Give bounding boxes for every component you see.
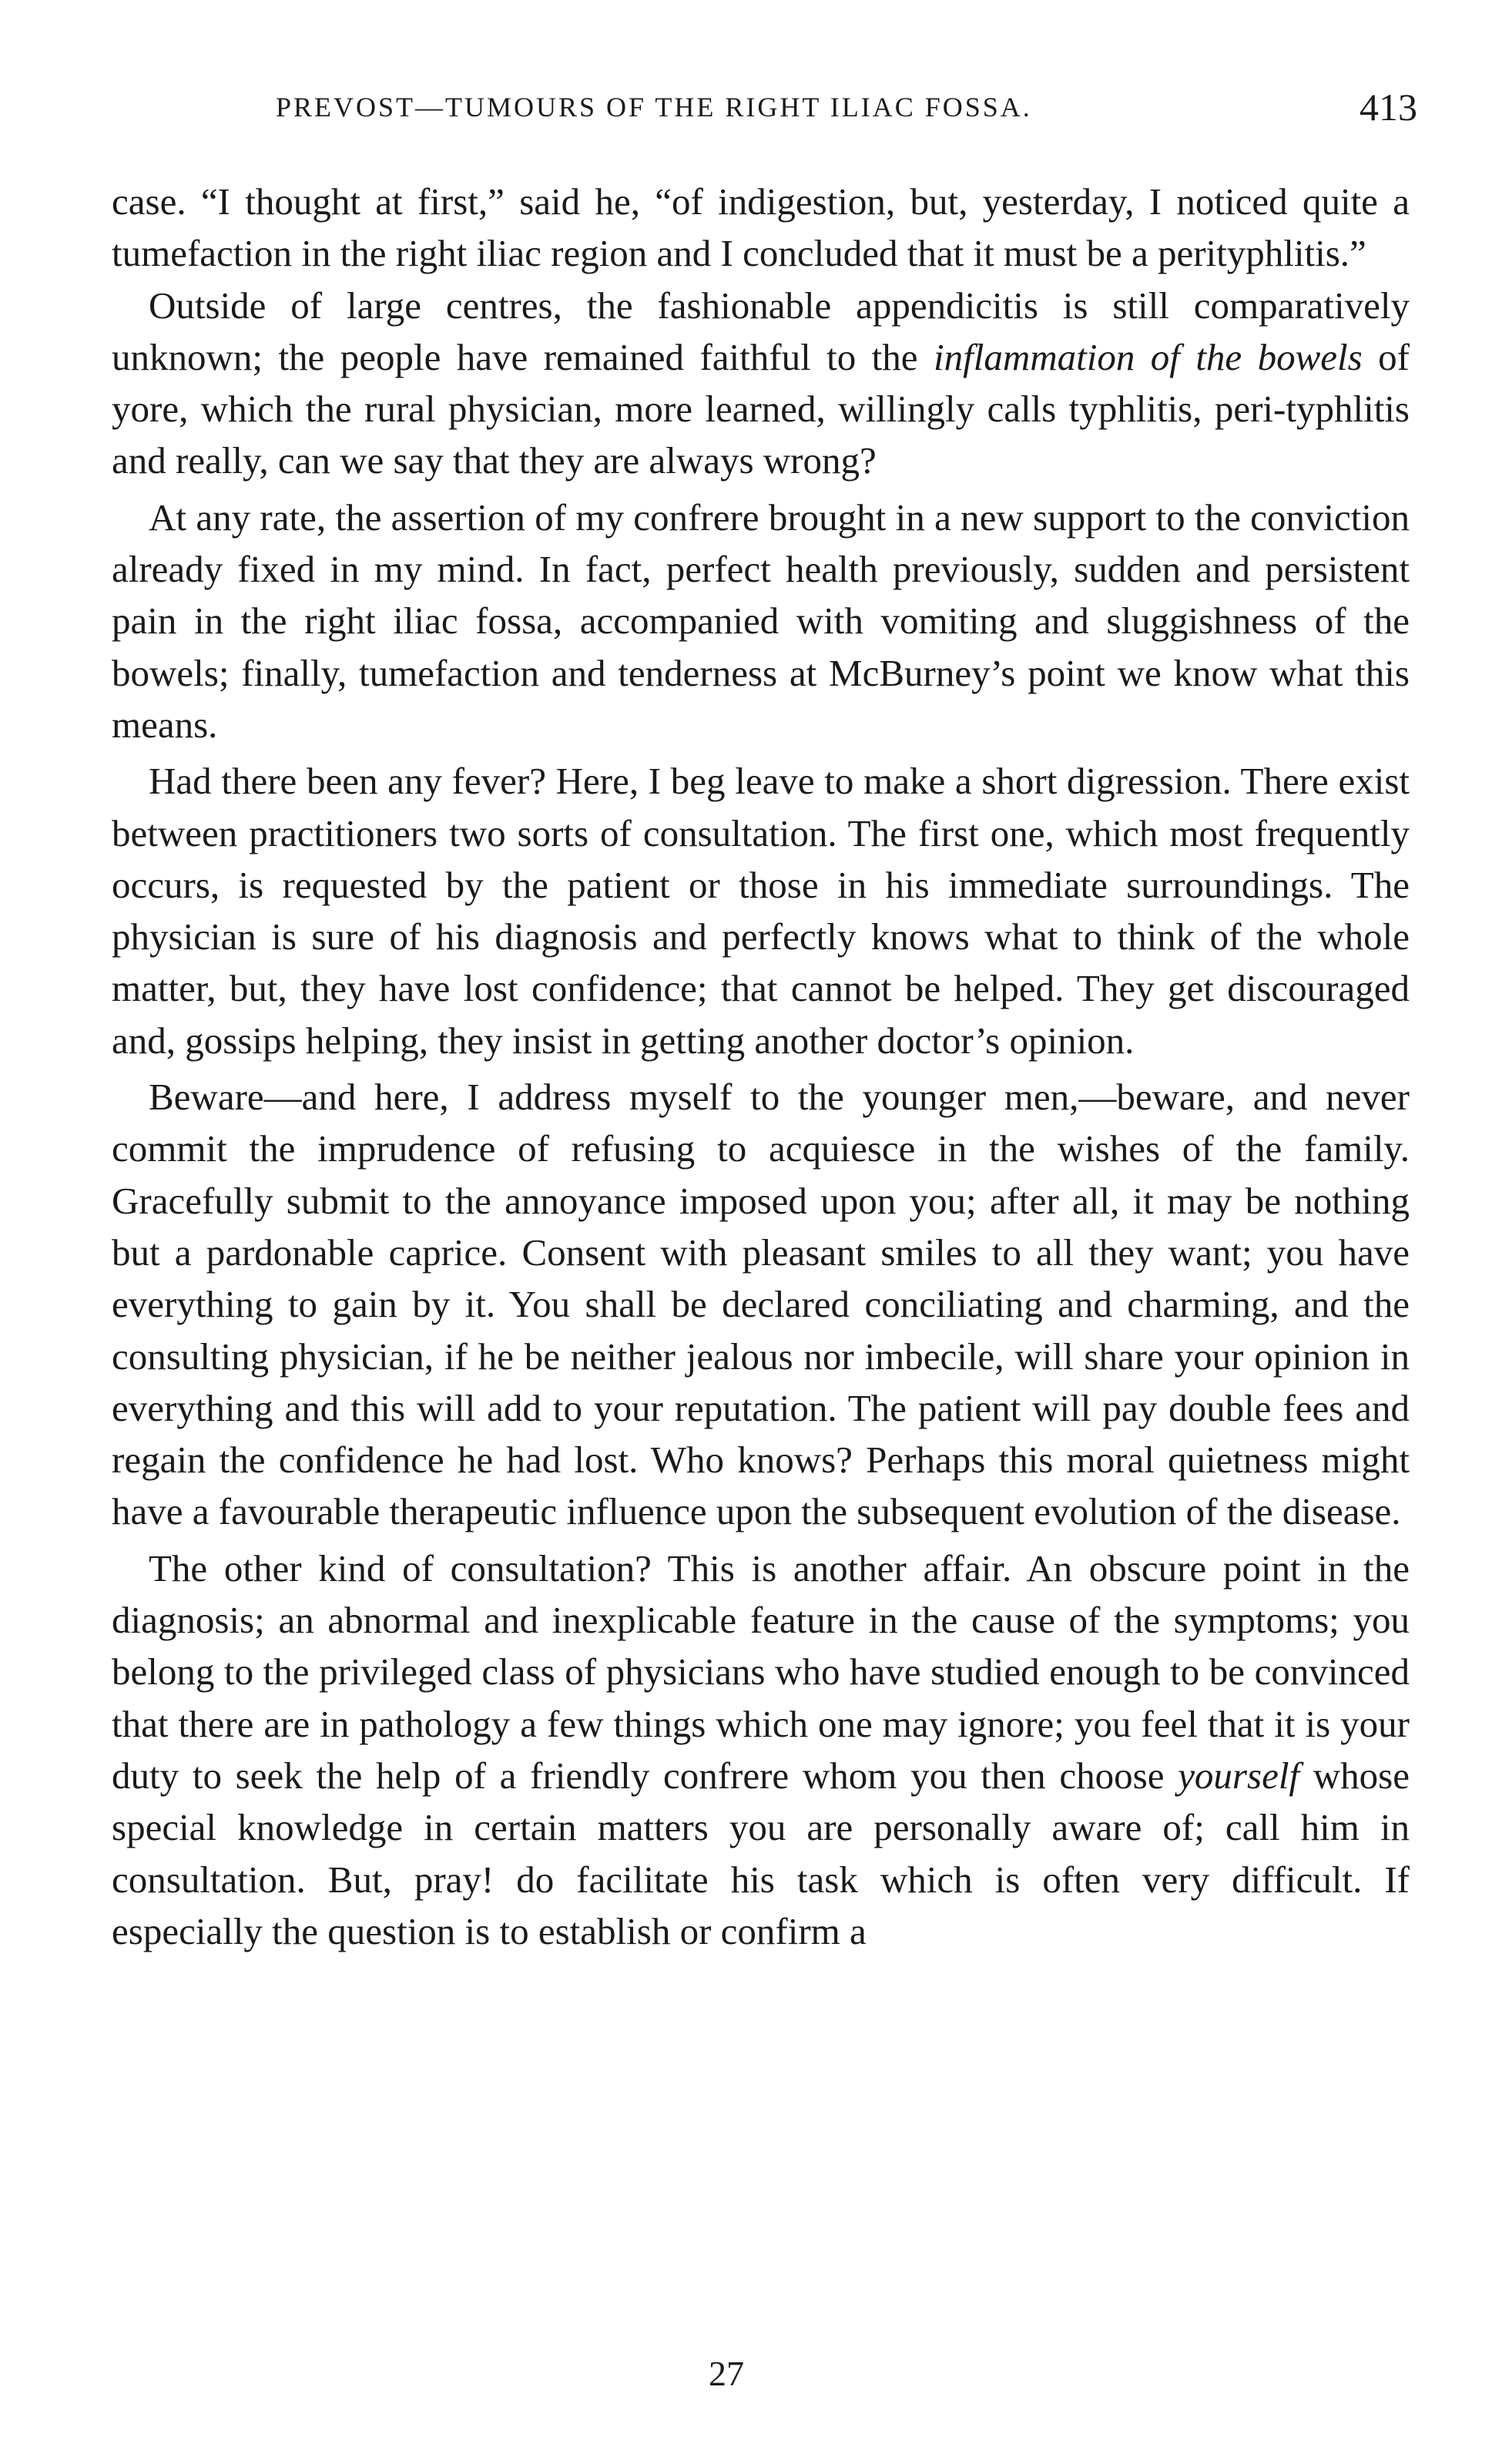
running-title: PREVOST—TUMOURS OF THE RIGHT ILIAC FOSSA. <box>276 92 1032 123</box>
running-head <box>116 86 1417 137</box>
paragraph-4: Had there been any fever? Here, I beg leave to make a short digression. There exist between practitioners two sorts of consultation. The first one, which most frequently occurs, is requested by the patient or those in his immediate surroundings. The physician is sure of his diagnosis and perfectly knows what to think of the whole matter, but, they have lost confidence; that cannot be helped. They get discouraged and, gossips helping, they insist in getting another doctor’s opinion. <box>112 760 1410 1062</box>
paragraph-2-text-b: of yore, which the rural physician, more learned, willingly calls typhlitis, peri-typhlitis and really, can we say that they are always wrong? <box>112 335 1410 482</box>
paragraph-6 <box>112 1543 1410 1957</box>
paragraph-3: At any rate, the assertion of my confrere brought in a new support to the conviction already fixed in my mind. In fact, perfect health previously, sudden and persistent pain in the right iliac fossa, accompanied with vomiting and sluggishness of the bowels; finally, tumefaction and tenderness at McBurney’s point we know what this means. <box>112 495 1410 746</box>
paragraph-5: Beware—and here, I address myself to the younger men,—beware, and never commit the imprudence of refusing to acquiesce in the wishes of the family. Gracefully submit to the annoyance imposed upon you; after all, it may be nothing but a pardonable caprice. Consent with pleasant smiles to all they want; you have everything to gain by it. You shall be declared conciliating and charming, and the consulting physician, if he be neither jealous nor imbecile, will share your opinion in everything and this will add to your reputation. The patient will pay double fees and regain the confidence he had lost. Who knows? Perhaps this moral quietness might have a favourable therapeutic influence upon the subsequent evolution of the disease. <box>112 1076 1410 1533</box>
signature-mark: 27 <box>709 2354 744 2393</box>
paragraph-2-italic-phrase: inflammation of the bowels <box>933 335 1363 378</box>
paragraph-2 <box>112 280 1410 487</box>
body-text <box>112 176 1410 1957</box>
paragraph-6-italic-word: yourself <box>1178 1754 1300 1797</box>
page-number: 413 <box>1360 86 1417 129</box>
paragraph-6-text-a: The other kind of consultation? This is another affair. An obscure point in the diagnosis; an abnormal and inexplicable feature in the cause of the symptoms; you belong to the privileged class of physicians who have studied enough to be convinced that there are in pathology a few things which one may ignore; you feel that it is your duty to seek the help of a friendly confrere whom you then choose <box>112 1546 1410 1797</box>
paragraph-6-text-b: whose special knowledge in certain matters you are personally aware of; call him in consultation. But, pray! do facilitate his task which is often very difficult. If especially the question is to establish or confirm a <box>112 1754 1410 1952</box>
paragraph-1: case. “I thought at first,” said he, “of indigestion, but, yesterday, I noticed quite a tumefaction in the right iliac region and I concluded that it must be a perityphlitis.” <box>112 180 1410 275</box>
paragraph-2-text-a: Outside of large centres, the fashionable appendicitis is still comparatively unknown; the people have remained faithful to the <box>112 284 1410 378</box>
